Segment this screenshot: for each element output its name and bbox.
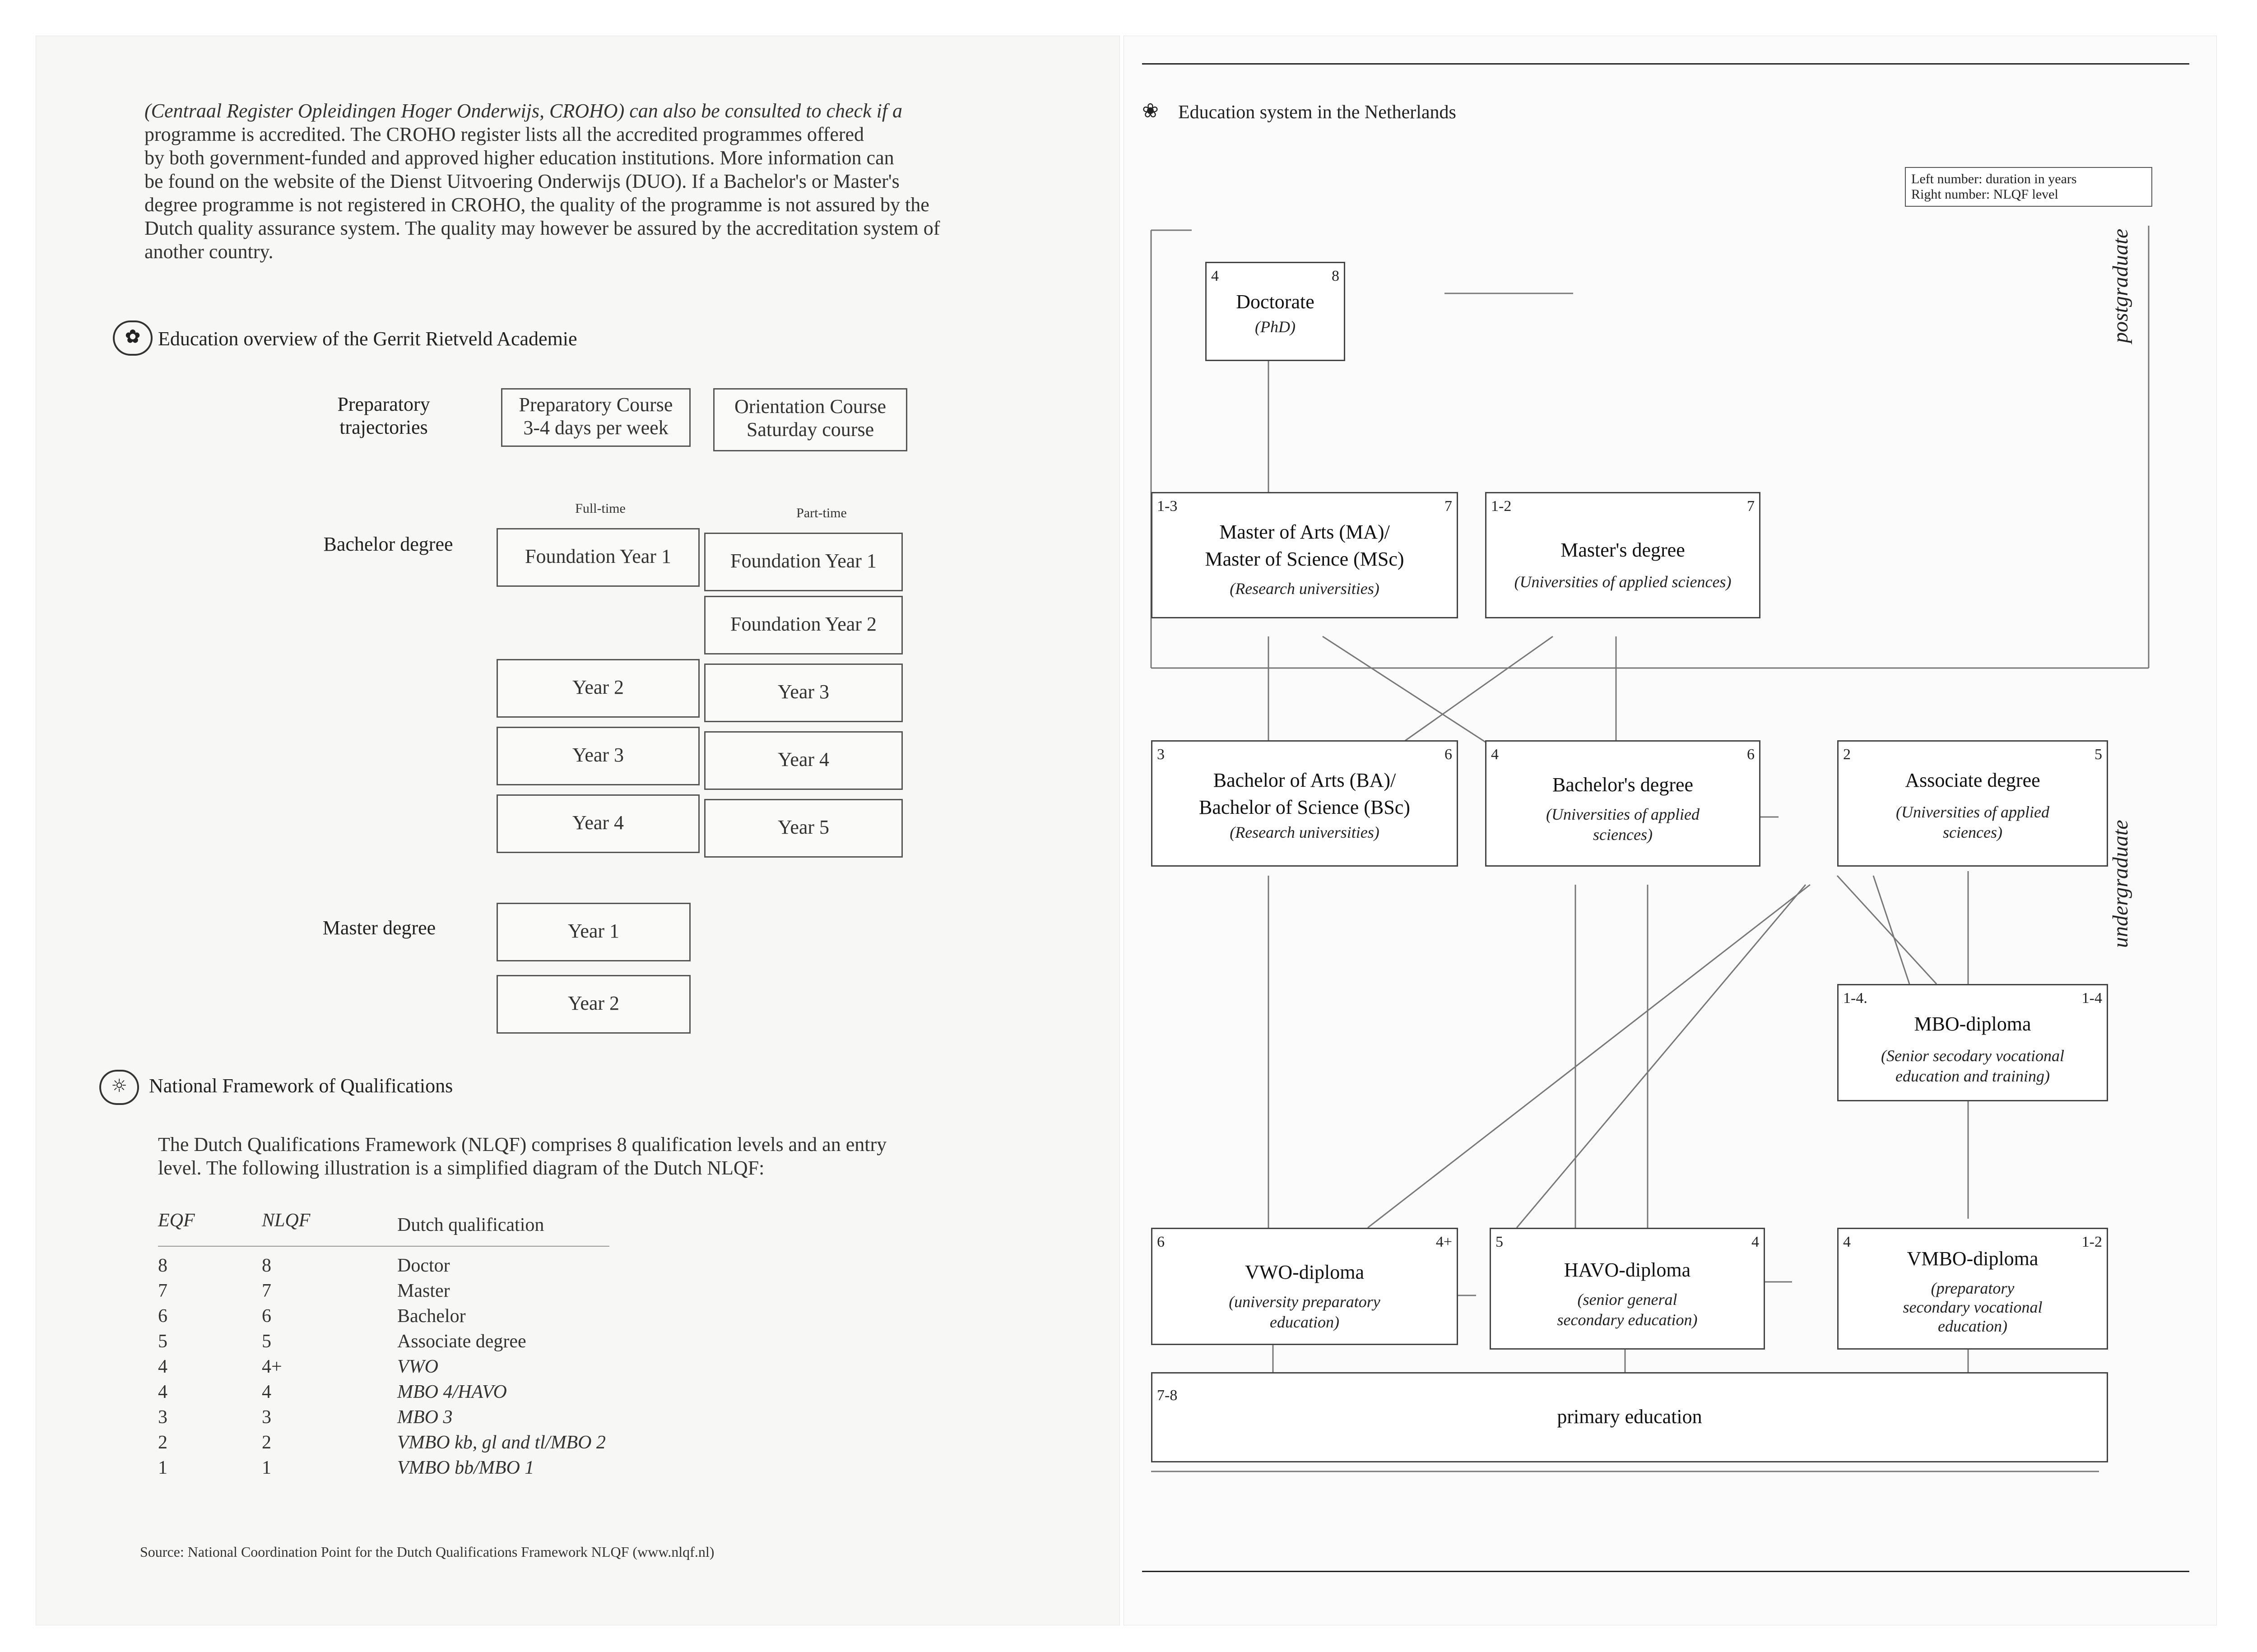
duration-number: 4 (1843, 1234, 1851, 1250)
box-title: Bachelor of Science (BSc) (1199, 796, 1410, 818)
table-cell-eqf: 3 (158, 1407, 167, 1428)
undergraduate-label: undergraduate (2108, 820, 2132, 948)
duration-number: 1-2 (1491, 498, 1512, 515)
nlqf-title: National Framework of Qualifications (149, 1075, 453, 1097)
primary-education-box (1151, 1372, 2108, 1462)
preparatory-label (316, 393, 451, 439)
box-title: Master's degree (1560, 539, 1685, 561)
box-title: Bachelor of Arts (BA)/ (1213, 769, 1396, 791)
overview-title: Education overview of the Gerrit Rietveld Academie (158, 328, 577, 350)
col-nlqf: NLQF (262, 1210, 311, 1231)
master-year-box: Year 1 (497, 903, 691, 961)
map-seal-icon: ☼ (99, 1070, 139, 1105)
intro-line: programme is accredited. The CROHO register lists all the accredited programmes offered (144, 123, 864, 145)
box-subtitle: secondary vocational (1903, 1298, 2043, 1316)
nlqf-paragraph (158, 1133, 1106, 1180)
duration-number: 1-4. (1843, 990, 1867, 1007)
nlqf-line: The Dutch Qualifications Framework (NLQF) comprises 8 qualification levels and an entry (158, 1133, 887, 1155)
box-subtitle: (Universities of applied (1546, 805, 1700, 823)
table-cell-nlqf: 4+ (262, 1356, 282, 1377)
ft-year-box: Year 2 (497, 659, 700, 718)
nlqf-number: 8 (1332, 268, 1339, 284)
box-subtitle: (Research universities) (1230, 580, 1379, 598)
orientation-line1: Orientation Course (734, 395, 887, 418)
havo-diploma-box (1490, 1228, 1765, 1350)
prep-course-box (501, 388, 691, 447)
table-cell-nlqf: 4 (262, 1382, 271, 1402)
intro-line: by both government-funded and approved higher education institutions. More information can (144, 147, 894, 169)
pt-year-box: Foundation Year 1 (704, 533, 903, 591)
table-cell-q: MBO 3 (397, 1407, 453, 1428)
ft-year-box: Year 4 (497, 794, 700, 853)
box-subtitle: education) (1270, 1313, 1339, 1331)
orientation-line2: Saturday course (746, 418, 874, 441)
postgraduate-label: postgraduate (2108, 228, 2132, 343)
mbo-diploma-box (1837, 984, 2108, 1101)
legend-line: Left number: duration in years (1911, 172, 2077, 186)
duration-number: 4 (1491, 746, 1499, 763)
intro-line: Dutch quality assurance system. The quality may however be assured by the accreditation system of (144, 217, 940, 239)
box-subtitle: education and training) (1895, 1067, 2050, 1085)
pt-year-box: Foundation Year 2 (704, 596, 903, 654)
orientation-course-box (713, 388, 907, 451)
right-page (1124, 36, 2216, 1625)
preparatory-label-text: Preparatory trajectories (337, 393, 430, 438)
left-page (36, 36, 1119, 1625)
box-title: VWO-diploma (1245, 1261, 1364, 1283)
nlqf-number: 6 (1747, 746, 1755, 763)
box-title: primary education (1557, 1406, 1702, 1428)
box-title: HAVO-diploma (1564, 1259, 1691, 1281)
right-title: Education system in the Netherlands (1178, 102, 1456, 123)
table-cell-q: MBO 4/HAVO (397, 1382, 507, 1402)
table-cell-q: Master (397, 1281, 450, 1301)
box-title: Associate degree (1905, 769, 2040, 791)
box-title: Master of Science (MSc) (1205, 548, 1404, 570)
doctorate-box (1205, 262, 1345, 361)
table-cell-q: Associate degree (397, 1331, 526, 1352)
nlqf-number: 4 (1751, 1234, 1759, 1250)
col-dutch: Dutch qualification (397, 1215, 544, 1235)
box-subtitle: (Universities of applied (1896, 803, 2049, 821)
box-subtitle: (Universities of applied sciences) (1514, 573, 1732, 591)
ma-msc-box (1151, 492, 1458, 618)
pt-year-box: Year 4 (704, 731, 903, 790)
vmbo-diploma-box (1837, 1228, 2108, 1350)
box-title: Doctorate (1236, 291, 1314, 313)
box-subtitle: (Research universities) (1230, 823, 1379, 841)
bird-emblem-icon: ❀ (1142, 99, 1159, 122)
ba-bsc-box (1151, 740, 1458, 867)
table-cell-nlqf: 1 (262, 1457, 271, 1478)
nlqf-number: 7 (1444, 498, 1452, 515)
box-subtitle: sciences) (1943, 823, 2002, 841)
table-cell-eqf: 1 (158, 1457, 167, 1478)
box-title: MBO-diploma (1914, 1013, 2031, 1035)
nlqf-number: 1-2 (2081, 1234, 2102, 1250)
box-subtitle: sciences) (1593, 826, 1653, 844)
ft-year-box: Year 3 (497, 727, 700, 785)
table-cell-nlqf: 7 (262, 1281, 271, 1301)
intro-line: (Centraal Register Opleidingen Hoger Onderwijs, CROHO) can also be consulted to check if a (144, 100, 903, 122)
intro-line: degree programme is not registered in CROHO, the quality of the programme is not assured by the (144, 194, 929, 216)
table-cell-q: Doctor (397, 1255, 450, 1276)
duration-number: 7-8 (1157, 1387, 1178, 1404)
fulltime-label: Full-time (575, 501, 626, 516)
table-cell-nlqf: 2 (262, 1432, 271, 1453)
intro-line: be found on the website of the Dienst Uitvoering Onderwijs (DUO). If a Bachelor's or Master's (144, 170, 900, 192)
table-cell-q: VMBO kb, gl and tl/MBO 2 (397, 1432, 606, 1453)
logo-mark-icon: ✿ (113, 320, 153, 356)
duration-number: 6 (1157, 1234, 1165, 1250)
table-cell-eqf: 2 (158, 1432, 167, 1453)
table-cell-eqf: 5 (158, 1331, 167, 1352)
box-subtitle: education) (1938, 1317, 2007, 1335)
bachelor-label: Bachelor degree (323, 533, 453, 555)
box-subtitle: (university preparatory (1229, 1293, 1380, 1311)
table-cell-eqf: 8 (158, 1255, 167, 1276)
pt-year-box: Year 3 (704, 664, 903, 722)
bachelors-degree-box (1485, 740, 1760, 867)
source-note: Source: National Coordination Point for the Dutch Qualifications Framework NLQF (www.nlqf.nl) (140, 1544, 715, 1560)
table-cell-eqf: 4 (158, 1382, 167, 1402)
table-cell-nlqf: 3 (262, 1407, 271, 1428)
box-subtitle: (senior general (1577, 1290, 1677, 1309)
table-cell-nlqf: 8 (262, 1255, 271, 1276)
intro-line: another country. (144, 241, 274, 263)
box-subtitle: secondary education) (1557, 1311, 1698, 1329)
table-cell-nlqf: 6 (262, 1306, 271, 1327)
masters-degree-box (1485, 492, 1760, 618)
master-year-box: Year 2 (497, 975, 691, 1034)
table-header-rule (158, 1246, 609, 1247)
duration-number: 3 (1157, 746, 1165, 763)
master-label: Master degree (322, 917, 436, 939)
prep-course-line1: Preparatory Course (519, 394, 673, 416)
table-cell-eqf: 4 (158, 1356, 167, 1377)
col-eqf: EQF (158, 1210, 195, 1231)
legend-line: Right number: NLQF level (1911, 187, 2058, 202)
parttime-label: Part-time (796, 506, 847, 520)
box-subtitle: (Senior secodary vocational (1881, 1047, 2064, 1065)
intro-paragraph (144, 99, 1138, 264)
vwo-diploma-box (1151, 1228, 1458, 1345)
duration-number: 4 (1211, 268, 1219, 284)
prep-course-line2: 3-4 days per week (523, 417, 669, 439)
table-cell-q: Bachelor (397, 1306, 466, 1327)
associate-degree-box (1837, 740, 2108, 867)
table-cell-eqf: 6 (158, 1306, 167, 1327)
duration-number: 1-3 (1157, 498, 1178, 515)
box-title: VMBO-diploma (1907, 1248, 2039, 1270)
pt-year-box: Year 5 (704, 799, 903, 858)
ft-year-box: Foundation Year 1 (497, 528, 700, 587)
duration-number: 5 (1495, 1234, 1503, 1250)
table-cell-q: VWO (397, 1356, 438, 1377)
nlqf-number: 6 (1444, 746, 1452, 763)
box-subtitle: (PhD) (1255, 318, 1296, 336)
table-cell-nlqf: 5 (262, 1331, 271, 1352)
box-title: Master of Arts (MA)/ (1219, 521, 1390, 543)
nlqf-number: 4+ (1435, 1234, 1452, 1250)
nlqf-line: level. The following illustration is a simplified diagram of the Dutch NLQF: (158, 1157, 765, 1179)
nlqf-number: 5 (2094, 746, 2102, 763)
nlqf-number: 7 (1747, 498, 1755, 515)
table-cell-q: VMBO bb/MBO 1 (397, 1457, 534, 1478)
table-cell-eqf: 7 (158, 1281, 167, 1301)
nlqf-number: 1-4 (2081, 990, 2102, 1007)
box-title: Bachelor's degree (1552, 774, 1694, 796)
box-subtitle: (preparatory (1931, 1279, 2015, 1297)
duration-number: 2 (1843, 746, 1851, 763)
